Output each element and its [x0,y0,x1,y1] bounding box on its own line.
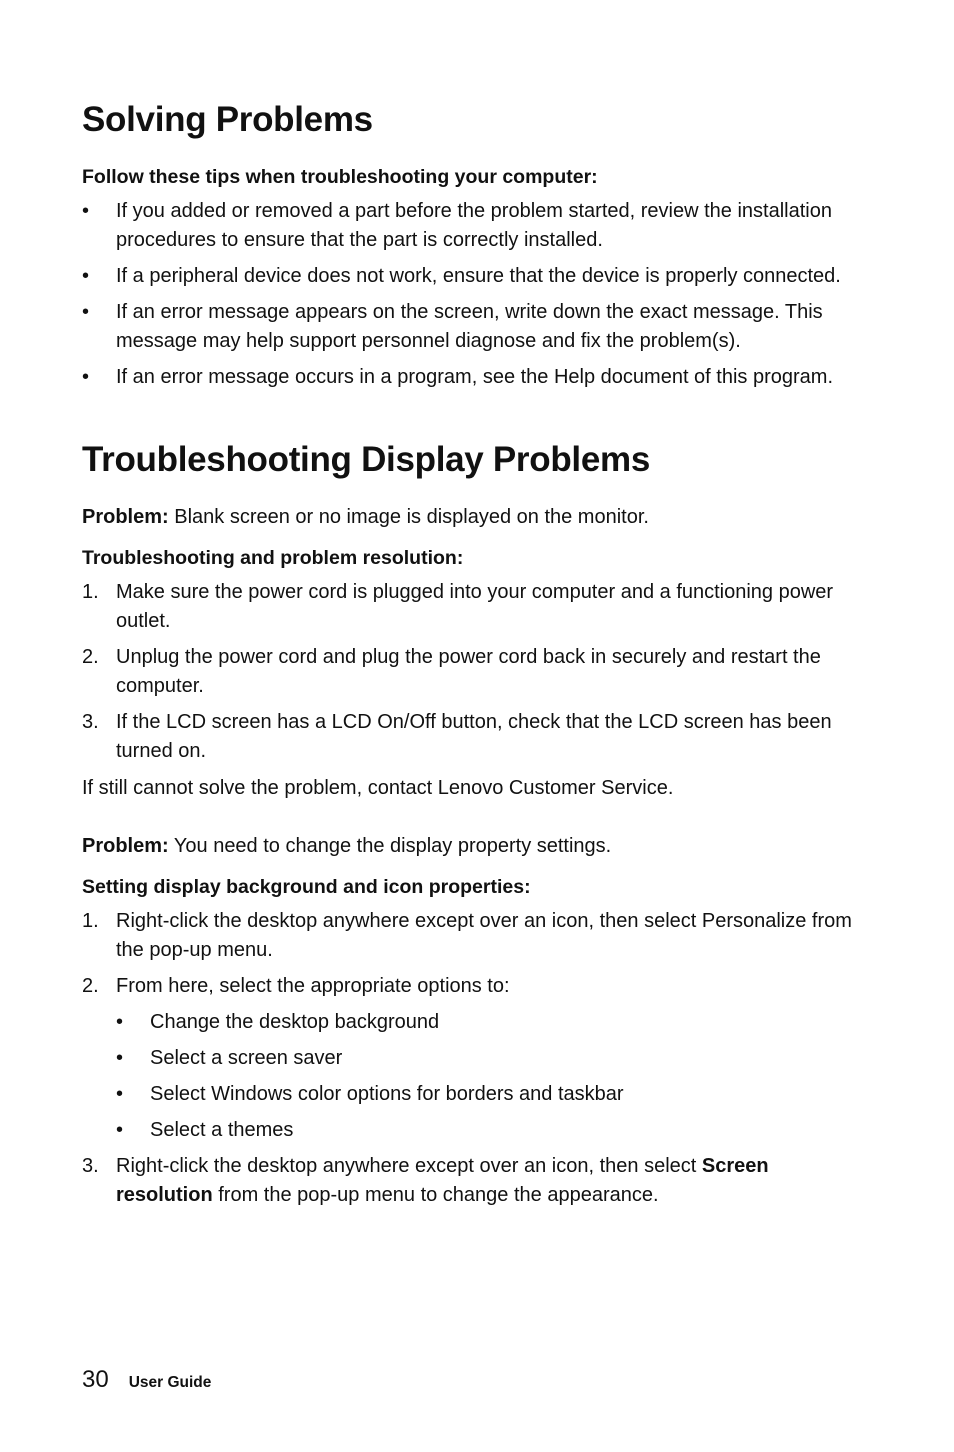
tip-text: If you added or removed a part before the problem started, review the installation procedures to ensure that the part is correctly installed. [116,200,832,251]
option-text: Change the desktop background [150,1011,440,1033]
step-number: 2. [82,646,99,668]
step-text: If the LCD screen has a LCD On/Off button, check that the LCD screen has been turned on. [116,711,832,762]
step-text: Right-click the desktop anywhere except over an icon, then select Personalize from the pop-up menu. [116,910,852,961]
bullet-marker: • [82,366,90,388]
bullet-marker: • [82,200,90,222]
problem-text: Blank screen or no image is displayed on the monitor. [168,506,649,528]
page-footer [82,1366,211,1394]
problem-label: Problem: [82,835,169,857]
contact-note: If still cannot solve the problem, contact Lenovo Customer Service. [82,777,674,799]
bullet-marker: • [116,1011,124,1033]
option-text: Select a themes [150,1119,294,1141]
list-item [82,907,862,965]
tip-text: If an error message occurs in a program, see the Help document of this program. [116,366,834,388]
list-item [82,298,862,356]
step-text: Unplug the power cord and plug the power cord back in securely and restart the computer. [116,646,821,697]
list-item [116,1008,862,1037]
list-item [82,197,862,255]
option-text: Select a screen saver [150,1047,343,1069]
bullet-marker: • [82,265,90,287]
tip-text: If an error message appears on the screen, write down the exact message. This message may help support personnel diagnose and fix the problem(s). [116,301,823,352]
list-item [82,262,862,291]
step-text-pre: Right-click the desktop anywhere except over an icon, then select [116,1155,702,1177]
step-text: Make sure the power cord is plugged into your computer and a functioning power outlet. [116,581,834,632]
problem-label: Problem: [82,506,169,528]
bullet-marker: • [116,1083,124,1105]
list-item [82,972,862,1145]
step-number: 2. [82,975,99,997]
step-text-post: from the pop-up menu to change the appearance. [212,1184,659,1206]
tips-list [82,197,862,392]
display-settings-subhead: Setting display background and icon properties: [82,876,531,898]
heading-solving-problems: Solving Problems [82,100,373,139]
list-item [116,1044,862,1073]
bullet-marker: • [116,1119,124,1141]
bullet-marker: • [116,1047,124,1069]
step-number: 3. [82,711,99,733]
page-content [82,96,862,1210]
step-text: From here, select the appropriate options to: [116,975,510,997]
page-number: 30 [82,1366,109,1393]
options-list [116,1008,862,1145]
option-text: Select Windows color options for borders and taskbar [150,1083,624,1105]
screen-resolution-term: Screen resolution [116,1155,769,1206]
list-item [116,1080,862,1109]
step-number: 3. [82,1155,99,1177]
problem-2-statement [82,832,862,861]
document-title: User Guide [128,1374,212,1391]
resolution-subhead: Troubleshooting and problem resolution: [82,547,464,569]
list-item [82,708,862,766]
step-number: 1. [82,910,99,932]
resolution-steps [82,578,862,766]
heading-troubleshooting-display: Troubleshooting Display Problems [82,440,650,479]
tip-text: If a peripheral device does not work, ensure that the device is properly connected. [116,265,841,287]
bullet-marker: • [82,301,90,323]
list-item [82,643,862,701]
list-item [82,363,862,392]
tips-intro: Follow these tips when troubleshooting your computer: [82,166,598,188]
list-item [82,1152,862,1210]
list-item [82,578,862,636]
step-number: 1. [82,581,99,603]
problem-1-statement [82,503,862,532]
list-item [116,1116,862,1145]
display-settings-steps [82,907,862,1210]
problem-text: You need to change the display property settings. [168,835,612,857]
